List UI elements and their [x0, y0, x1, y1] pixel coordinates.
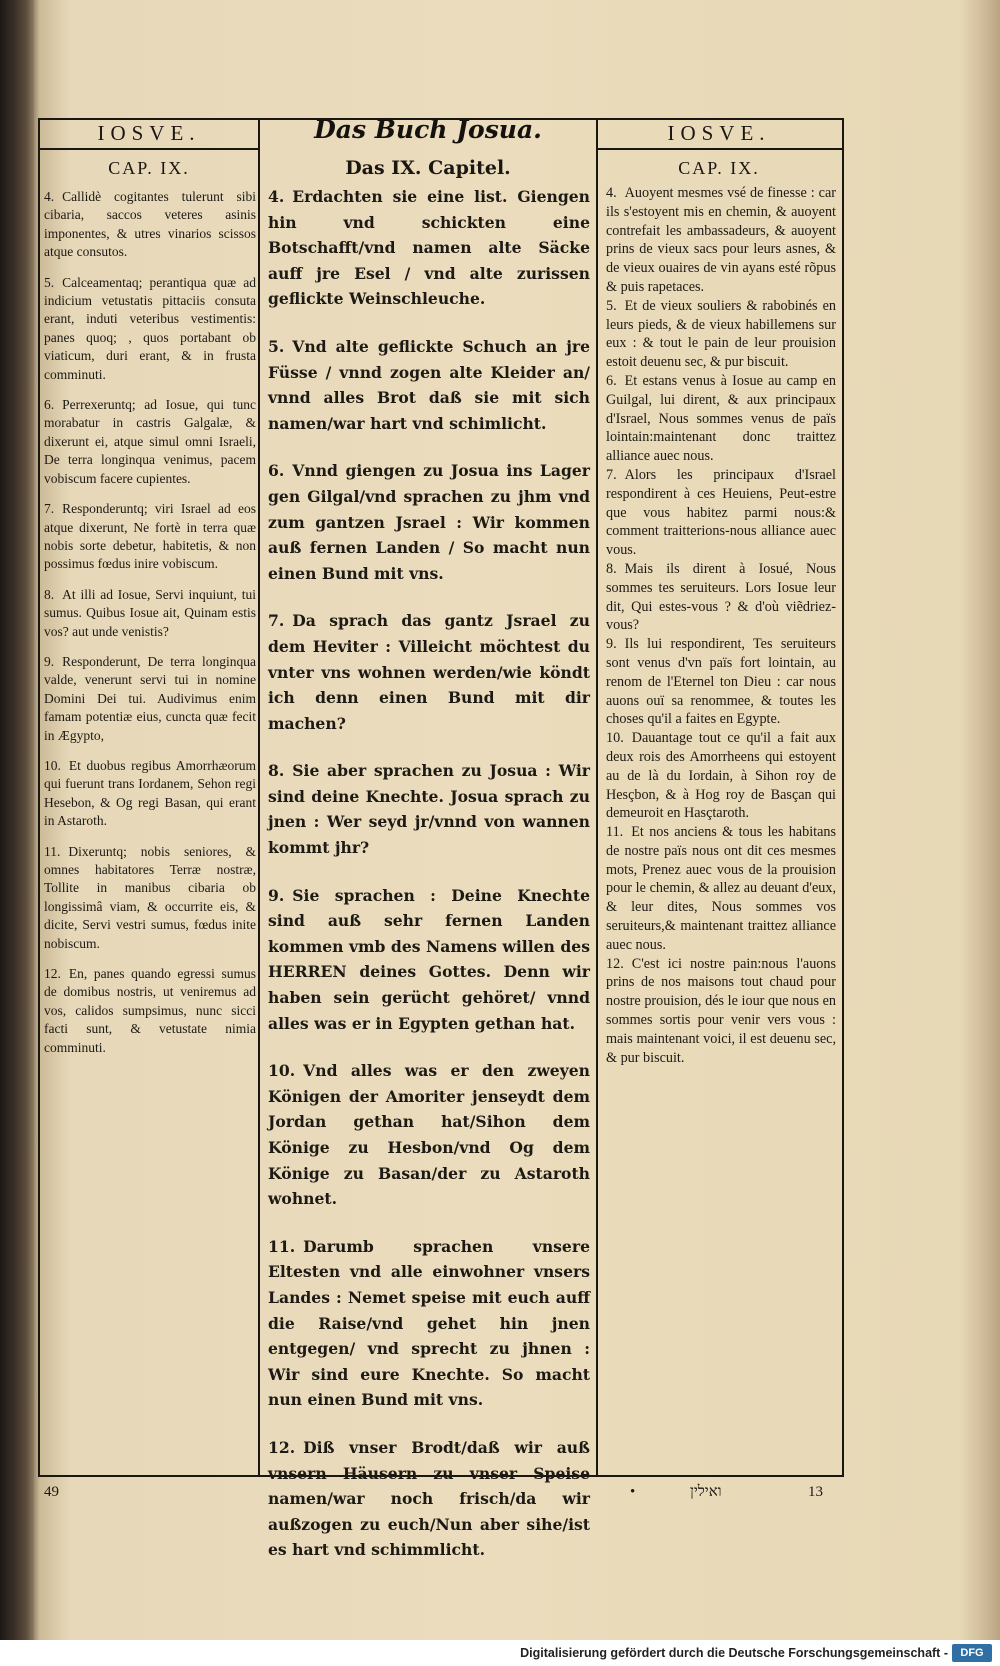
verse-number: 8. — [268, 761, 285, 781]
german-verse — [268, 1234, 590, 1413]
verse-number: 8. — [606, 560, 617, 577]
verse-text: Callidè cogitantes tulerunt sibi cibaria, saccos veteres asinis imponentes, & utres vinarios scissos atque consutos. — [44, 189, 256, 260]
verse-number: 10. — [44, 757, 61, 773]
french-verse — [606, 729, 836, 823]
verse-text: Da sprach das gantz Jsrael zu dem Heviter : Villeicht möchtest du vnter vns wohnen werden/wie köndt ich denn einen Bund mit dir machen? — [268, 611, 590, 733]
verse-text: C'est ici nostre pain:nous l'auons prins de nos maisons tout chaud pour nostre prouision, dés le iour que nous en sommes sortis pour venir vers vous : mais maintenant voici, il est deuenu sec, & pur biscuit. — [606, 955, 836, 1066]
verse-number: 12. — [44, 966, 61, 982]
latin-verse — [44, 843, 256, 953]
credit-text: Digitalisierung gefördert durch die Deutsche Forschungsgemeinschaft - — [520, 1646, 948, 1660]
footer-ornament: • — [630, 1484, 636, 1500]
german-verse — [268, 883, 590, 1037]
french-verse — [606, 184, 836, 297]
verse-text: Et duobus regibus Amorrhæorum qui fuerunt trans Iordanem, Sehon regi Hesebon, & Og regi Basan, qui erant in Astaroth. — [44, 757, 256, 829]
verse-number: 12. — [268, 1437, 296, 1457]
header-latin: IOSVE. — [97, 121, 201, 145]
catchword: ואילין — [690, 1484, 722, 1500]
column-rule-2 — [596, 118, 598, 1475]
german-column — [268, 184, 590, 1585]
page-number: 13 — [808, 1484, 823, 1500]
german-verse — [268, 184, 590, 312]
verse-text: Vnd alte geflickte Schuch an jre Füsse / vnnd zogen alte Kleider an/ vnnd alles Brot daß sie mit sich namen/war hart vnd schimlicht. — [268, 336, 590, 433]
french-column — [606, 184, 836, 1067]
verse-text: Ils lui respondirent, Tes seruiteurs sont venus d'vn païs fort lointain, au renom de l'Eternel ton Dieu : car nous auons ouï sa renommee, & toutes les choses qu'il a faites en Egypte. — [606, 636, 836, 728]
verse-text: At illi ad Iosue, Servi inquiunt, tui sumus. Quibus Iosue ait, Quinam estis vos? aut unde venistis? — [44, 586, 256, 639]
verse-number: 11. — [268, 1236, 296, 1256]
verse-text: Et estans venus à Iosue au camp en Guilgal, lui dirent, & aux principaux d'Israel, Nous sommes venus de païs lointain:maintenant donc traittez alliance auec nous. — [606, 372, 836, 465]
french-verse — [606, 635, 836, 729]
verse-number: 7. — [606, 466, 617, 483]
header-rule-french — [598, 148, 842, 150]
latin-verse — [44, 965, 256, 1057]
latin-verse — [44, 586, 256, 641]
verse-text: Responderuntq; viri Israel ad eos atque dixerunt, Ne fortè in terra quæ nobis sorte debetur, habitetis, & non possimus fœdus inire vobiscum. — [44, 501, 256, 572]
verse-number: 5. — [44, 274, 55, 290]
verse-number: 9. — [268, 885, 285, 905]
latin-verse — [44, 757, 256, 831]
verse-number: 12. — [606, 955, 624, 972]
latin-verse — [44, 500, 256, 574]
header-french: IOSVE. — [667, 121, 771, 145]
verse-number: 6. — [268, 461, 285, 481]
verse-number: 5. — [606, 297, 617, 314]
german-verse — [268, 1058, 590, 1212]
verse-text: En, panes quando egressi sumus de domibus nostris, ut veniremus ad vos, calidos sumpsimus, nunc sicci facti sunt, & vetustate nimia comminuti. — [44, 966, 256, 1055]
verse-text: Calceamentaq; perantiqua quæ ad indicium vetustatis pittaciis consuta erant, induti veteribus vestimentis: panes quoq; , quos portabant ob viaticum, duri erant, & in frusta comminuti. — [44, 274, 256, 382]
latin-verse — [44, 188, 256, 262]
verse-number: 6. — [44, 397, 55, 413]
chapter-french: CAP. IX. — [678, 158, 760, 178]
verse-text: Dauantage tout ce qu'il a fait aux deux rois des Amorrheens qui estoyent au de là du Iordain, à Sihon roy de Hesçbon, & à Hog roy de Basçan qui demeuroit en Hasçtaroth. — [606, 730, 836, 822]
verse-number: 4. — [44, 189, 55, 204]
latin-verse — [44, 396, 256, 488]
verse-text: Erdachten sie eine list. Giengen hin vnd schickten eine Botschafft/vnd namen alte Säcke auff jre Esel / vnd alte zurissen geflickte Weinschleuche. — [268, 187, 590, 309]
verse-number: 7. — [44, 501, 55, 517]
verse-text: Perrexeruntq; ad Iosue, qui tunc morabatur in castris Galgalæ, & dixerunt ei, atque simul omni Israeli, De terra longinqua venimus, pacem vobiscum facere cupientes. — [44, 397, 256, 486]
verse-number: 10. — [606, 730, 624, 747]
french-verse — [606, 466, 836, 560]
verse-text: Et de vieux souliers & rabobinés en leurs pieds, & de vieux habillemens sur eux : & tout le pain de leur prouision estoit deuenu sec, & pur biscuit. — [606, 297, 836, 371]
verse-text: Responderunt, De terra longinqua valde, venerunt servi tui in nomine Domini Dei tui. Audivimus enim famam potentiæ eius, cuncta quæ fecit in Ægypto, — [44, 653, 256, 743]
verse-text: Alors les principaux d'Israel respondirent à ces Heuiens, Peut-estre que vous habitez parmi nous:& comment traitterions-nous alliance auec vous. — [606, 466, 836, 559]
french-verse — [606, 560, 836, 635]
german-verse — [268, 608, 590, 736]
french-verse — [606, 372, 836, 466]
german-verse — [268, 334, 590, 436]
header-rule-latin — [38, 148, 258, 150]
verse-text: Diß vnser Brodt/daß wir auß vnsern Häusern zu vnser Speise namen/war noch frisch/da wir außzogen zu euch/Nun aber sihe/ist es hart vnd schimmlicht. — [268, 1437, 590, 1560]
chapter-german: Das IX. Capitel. — [345, 157, 511, 179]
column-rule-1 — [258, 118, 260, 1475]
german-verse — [268, 458, 590, 586]
verse-number: 10. — [268, 1061, 296, 1081]
french-verse — [606, 823, 836, 955]
credit-bar — [0, 1640, 1000, 1666]
dfg-logo: DFG — [952, 1644, 992, 1662]
book-binding — [0, 0, 34, 1640]
verse-text: Vnnd giengen zu Josua ins Lager gen Gilgal/vnd sprachen zu jhm vnd zum gantzen Jsrael : Wir kommen auß fernen Landen / So macht nun einen Bund mit vns. — [268, 461, 590, 583]
french-verse — [606, 955, 836, 1068]
verse-number: 4. — [606, 185, 617, 201]
verse-number: 9. — [606, 636, 617, 653]
header-german: Das Buch Josua. — [314, 115, 542, 144]
german-verse — [268, 758, 590, 860]
verse-text: Mais ils dirent à Iosué, Nous sommes tes seruiteurs. Lors Iosue leur dit, Qui estes-vous ? & d'où viẽdriez-vous? — [606, 560, 836, 634]
verse-number: 11. — [44, 843, 61, 859]
verse-number: 7. — [268, 611, 285, 631]
verse-text: Sie aber sprachen zu Josua : Wir sind deine Knechte. Josua sprach zu jnen : Wer seyd jr/vnnd von wannen kommt jhr? — [268, 761, 590, 858]
verse-number: 8. — [44, 586, 55, 602]
latin-column — [44, 188, 256, 1069]
verse-number: 5. — [268, 336, 285, 356]
latin-verse — [44, 274, 256, 384]
latin-verse — [44, 653, 256, 745]
verse-text: Auoyent mesmes vsé de finesse : car ils s'estoyent mis en chemin, & auoyent contrefait les ambassadeurs, & auoyent prins de vieux sacs pour leurs asnes, & de vieux ouaires de vin ayans esté rõpus & puis rapetaces. — [606, 185, 836, 295]
verse-text: Dixeruntq; nobis seniores, & omnes habitatores Terræ nostræ, Tollite in manibus cibaria ob longissimâ viam, & occurrite eis, & dicite, Servi vestri sumus, fœdus inite nobiscum. — [44, 843, 256, 951]
french-verse — [606, 297, 836, 372]
verse-text: Darumb sprachen vnsere Eltesten vnd alle einwohner vnsers Landes : Nemet speise mit euch auff die Raise/vnd gehet hin jnen entgegen/ vnd sprecht zu jhnen : Wir sind eure Knechte. So macht nun einen Bund mit vns. — [268, 1236, 590, 1410]
verse-text: Sie sprachen : Deine Knechte sind auß sehr fernen Landen kommen vmb des Namens willen des HERREN deines Gottes. Denn wir haben sein gerücht gehöret/ vnnd alles was er in Egypten gethan hat. — [268, 885, 590, 1033]
folio-number: 49 — [44, 1484, 59, 1500]
verse-text: Vnd alles was er den zweyen Königen der Amoriter jenseydt dem Jordan gethan hat/Sihon dem Könige zu Hesbon/vnd Og dem Könige zu Basan/der zu Astaroth wohnet. — [268, 1061, 590, 1209]
verse-number: 6. — [606, 372, 617, 389]
verse-text: Et nos anciens & tous les habitans de nostre païs nous ont dit ces mesmes mots, Prenez auec vous de la prouision pour le chemin, & allez au deuant d'eux, & leur dites, Nous sommes vos seruiteurs,& maintenant traittez alliance auec nous. — [606, 824, 836, 953]
verse-number: 9. — [44, 653, 55, 669]
verse-number: 11. — [606, 824, 624, 841]
verse-number: 4. — [268, 187, 285, 206]
chapter-latin: CAP. IX. — [108, 158, 190, 178]
german-verse — [268, 1435, 590, 1563]
